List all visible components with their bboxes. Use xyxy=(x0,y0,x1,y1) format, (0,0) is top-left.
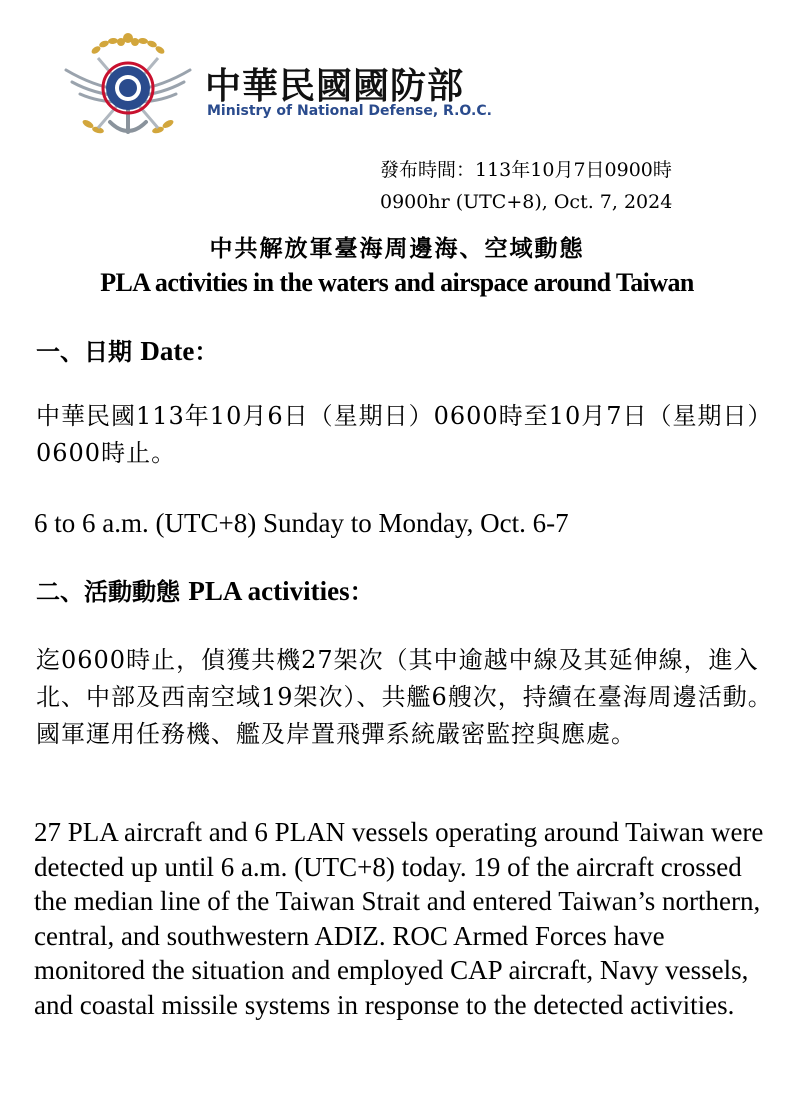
section-date-heading-zh: 一、日期 xyxy=(36,337,141,366)
mnd-emblem-icon xyxy=(58,28,198,140)
section-activities-heading xyxy=(36,572,374,607)
release-time xyxy=(380,154,672,218)
release-time-en: 0900hr (UTC+8), Oct. 7, 2024 xyxy=(380,191,673,213)
section-activities-body-en: 27 PLA aircraft and 6 PLAN vessels operating around Taiwan were detected up until 6 a.m. (UTC+8) today. 19 of the aircraft crossed the median line of the Taiwan Strait and entered Taiwan’s northern, central, and southwestern ADIZ. ROC Armed Forces have monitored the situation and employed CAP aircraft, Navy vessels, and coastal missile systems in response to the detected activities. xyxy=(34,817,764,1020)
org-name-en: Ministry of National Defense, R.O.C. xyxy=(207,103,492,119)
section-date-body-zh: 中華民國113年10月6日（星期日）0600時至10月7日（星期日）0600時止。 xyxy=(36,402,773,467)
section-date-heading-colon: ： xyxy=(194,337,219,366)
section-activities-heading-zh: 二、活動動態 xyxy=(36,577,189,606)
section-date-body-en: 6 to 6 a.m. (UTC+8) Sunday to Monday, Oct. 6-7 xyxy=(34,508,569,538)
release-time-zh: 發布時間：113年10月7日0900時 xyxy=(380,159,672,181)
section-activities-body-zh: 迄0600時止，偵獲共機27架次（其中逾越中線及其延伸線，進入北、中部及西南空域19架次）、共艦6艘次，持續在臺海周邊活動。國軍運用任務機、艦及岸置飛彈系統嚴密監控與應處。 xyxy=(36,646,773,748)
section-date-heading xyxy=(36,332,218,367)
title-zh: 中共解放軍臺海周邊海、空域動態 xyxy=(209,235,585,262)
section-activities-heading-colon: ： xyxy=(349,577,374,606)
org-name-zh: 中華民國國防部 xyxy=(205,66,465,107)
title-en: PLA activities in the waters and airspace around Taiwan xyxy=(100,268,694,297)
section-date-heading-en: Date xyxy=(140,336,195,366)
section-activities-heading-en: PLA activities xyxy=(188,576,350,606)
